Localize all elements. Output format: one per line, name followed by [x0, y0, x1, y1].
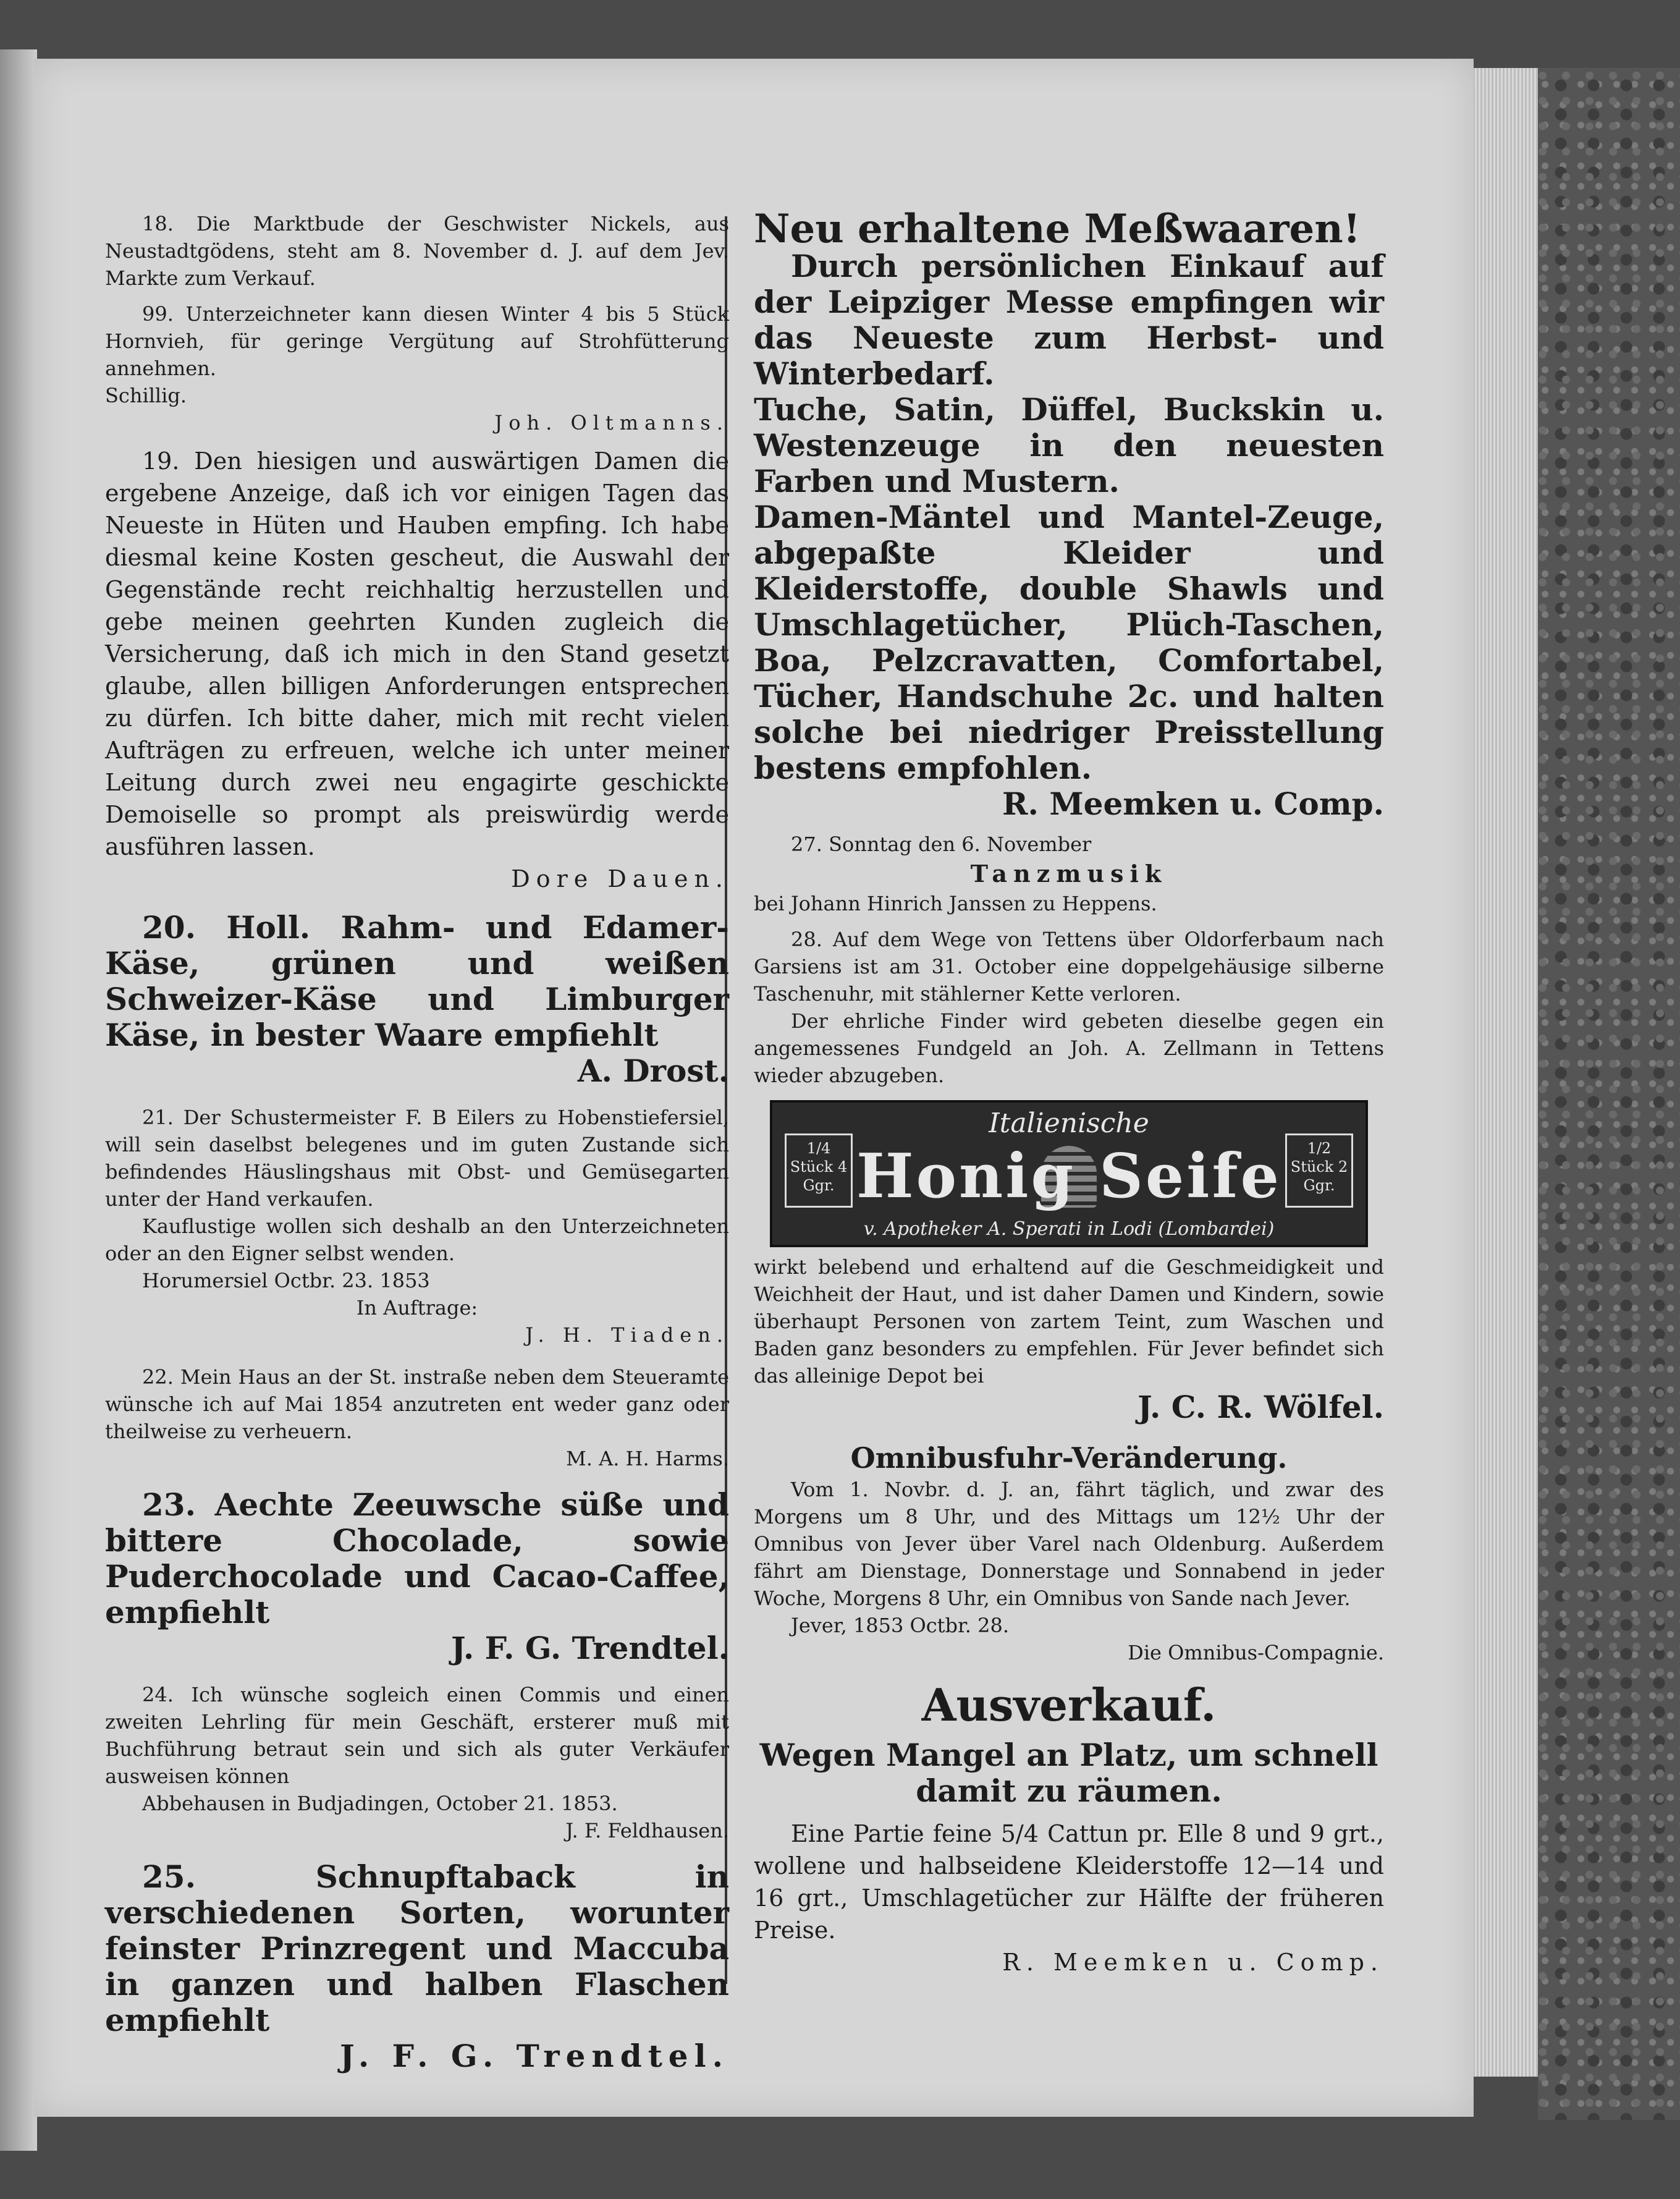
ausverkauf-title: Ausverkauf. — [921, 1679, 1217, 1731]
ad-28: 28. Auf dem Wege von Tettens über Oldorferbaum nach Garsiens ist am 31. October eine doppelgehäusige silberne Taschenuhr, mit stählerner Kette verloren. — [754, 928, 1384, 1006]
ad-99: 99. Unterzeichneter kann diesen Winter 4 bis 5 Stück Hornvieh, für geringe Vergütung auf Strohfütterung annehmen. — [105, 302, 729, 380]
ad-21-order: In Auftrage: — [356, 1296, 478, 1320]
right-column — [754, 206, 1384, 1978]
ad-20-signature: A. Drost. — [577, 1053, 729, 1089]
ad-23: 23. Aechte Zeeuwsche süße und bittere Chocolade, sowie Puderchocolade und Cacao-Caffee, empfiehlt — [105, 1486, 729, 1630]
newspaper-page — [34, 59, 1474, 2117]
ad-18: 18. Die Marktbude der Geschwister Nickels, aus Neustadtgödens, steht am 8. November d. J. auf dem Jev. Markte zum Verkauf. — [105, 212, 729, 290]
ad-22-signature: M. A. H. Harms. — [565, 1447, 729, 1470]
soap-price-left: 1/4 Stück 4 Ggr. — [785, 1133, 853, 1208]
omnibus-text: Vom 1. Novbr. d. J. an, fährt täglich, und zwar des Morgens um 8 Uhr, und des Mittags um 12½ Uhr der Omnibus von Jever über Varel nach Oldenburg. Außerdem fährt am Dienstage, Donnerstage und Sonnabend in jeder Woche, Morgens 8 Uhr, ein Omnibus von Sande nach Jever. — [754, 1478, 1384, 1610]
ad-21-place: Horumersiel Octbr. 23. 1853 — [142, 1269, 430, 1292]
ad-25: 25. Schnupftaback in verschiedenen Sorten, worunter feinster Prinzregent und Maccuba in ganzen und halben Flaschen empfiehlt — [105, 1858, 729, 2038]
ausverkauf-subtitle: Wegen Mangel an Platz, um schnell damit zu räumen. — [759, 1737, 1378, 1809]
ad-19: 19. Den hiesigen und auswärtigen Damen die ergebene Anzeige, daß ich vor einigen Tagen das Neueste in Hüten und Hauben empfing. Ich habe diesmal keine Kosten gescheut, die Auswahl der Gegenstände recht reichhaltig herzustellen und gebe meinen geehrten Kunden zugleich die Versicherung, daß ich mich in den Stand gesetzt glaube, allen billigen Anforderungen entsprechen zu dürfen. Ich bitte daher, mich mit recht vielen Aufträgen zu erfreuen, welche ich unter meiner Leitung durch zwei neu engagirte geschickte Demoiselle so prompt als preiswürdig werde ausführen lassen. — [105, 447, 729, 860]
ausverkauf-text: Eine Partie feine 5/4 Cattun pr. Elle 8 und 9 grt., wollene und halbseidene Kleiderstoffe 12—14 und 16 grt., Umschlagetücher zur Hälfte der früheren Preise. — [754, 1820, 1384, 1944]
messwaaren-title: Neu erhaltene Meßwaaren! — [754, 206, 1361, 252]
ad-21-signature: J. H. Tiaden. — [525, 1323, 729, 1347]
ad-21: 21. Der Schustermeister F. B Eilers zu Hobenstiefersiel, will sein daselbst belegenes und im guten Zustande sich befindendes Häuslingshaus mit Obst- und Gemüsegarten unter der Hand verkaufen. — [105, 1106, 729, 1211]
ad-27: 27. Sonntag den 6. November — [791, 833, 1092, 856]
ad-24-place: Abbehausen in Budjadingen, October 21. 1853. — [142, 1792, 618, 1815]
ad-19-signature: Dore Dauen. — [511, 865, 729, 892]
ad-99-place: Schillig. — [105, 384, 187, 407]
honey-soap-banner — [770, 1100, 1368, 1247]
left-column — [105, 210, 729, 2074]
omnibus-date: Jever, 1853 Octbr. 28. — [791, 1614, 1010, 1637]
ad-24-signature: J. F. Feldhausen. — [565, 1819, 729, 1842]
ad-99-signature: Joh. Oltmanns. — [494, 411, 729, 434]
soap-signature: J. C. R. Wölfel. — [1138, 1389, 1384, 1425]
ad-27-host: bei Johann Hinrich Janssen zu Heppens. — [754, 892, 1157, 915]
ad-23-signature: J. F. G. Trendtel. — [451, 1630, 729, 1666]
omnibus-signature: Die Omnibus-Compagnie. — [1128, 1641, 1384, 1664]
ad-28-b: Der ehrliche Finder wird gebeten dieselbe gegen ein angemessenes Fundgeld an Joh. A. Zellmann in Tettens wieder abzugeben. — [754, 1009, 1384, 1087]
ad-25-signature: J. F. G. Trendtel. — [340, 2038, 729, 2074]
messwaaren-ladies: Damen-Mäntel und Mantel-Zeuge, abgepaßte Kleider und Kleiderstoffe, double Shawls und Umschlagetücher, Plüch-Taschen, Boa, Pelzcravatten, Comfortabel, Tücher, Handschuhe 2c. und halten solche bei niedriger Preisstellung bestens empfohlen. — [754, 499, 1384, 786]
ad-22: 22. Mein Haus an der St. instraße neben dem Steueramte wünsche ich auf Mai 1854 anzutreten ent weder ganz oder theilweise zu verheuern. — [105, 1365, 729, 1443]
soap-text: wirkt belebend und erhaltend auf die Geschmeidigkeit und Weichheit der Haut, und ist daher Damen und Kindern, sowie überhaupt Personen von zartem Teint, zum Waschen und Baden ganz besonders zu empfehlen. Für Jever befindet sich das alleinige Depot bei — [754, 1255, 1384, 1388]
ausverkauf-signature: R. Meemken u. Comp. — [1002, 1949, 1384, 1976]
soap-banner-bottom: v. Apotheker A. Sperati in Lodi (Lombardei) — [863, 1218, 1275, 1240]
messwaaren-signature: R. Meemken u. Comp. — [1002, 786, 1384, 822]
facing-page-edge — [0, 49, 37, 2151]
ad-21-b: Kauflustige wollen sich deshalb an den Unterzeichneten oder an den Eigner selbst wenden. — [105, 1214, 729, 1265]
messwaaren-cloth: Tuche, Satin, Düffel, Buckskin u. Westenzeuge in den neuesten Farben und Mustern. — [754, 391, 1384, 499]
ad-27-title: Tanzmusik — [970, 860, 1168, 888]
marbled-cover — [1538, 68, 1680, 2120]
ad-24: 24. Ich wünsche sogleich einen Commis und einen zweiten Lehrling für mein Geschäft, ersterer muß mit Buchführung betraut sein und sich als guter Verkäufer ausweisen können — [105, 1683, 729, 1788]
ad-20: 20. Holl. Rahm- und Edamer-Käse, grünen und weißen Schweizer-Käse und Limburger Käse, in bester Waare empfiehlt — [105, 909, 729, 1053]
soap-banner-main: Honig Seife — [856, 1141, 1281, 1212]
soap-banner-top: Italienische — [989, 1108, 1149, 1139]
soap-price-right: 1/2 Stück 2 Ggr. — [1285, 1133, 1353, 1208]
omnibus-title: Omnibusfuhr-Veränderung. — [850, 1441, 1288, 1475]
messwaaren-intro: Durch persönlichen Einkauf auf der Leipziger Messe empfingen wir das Neueste zum Herbst- und Winterbedarf. — [754, 248, 1384, 392]
